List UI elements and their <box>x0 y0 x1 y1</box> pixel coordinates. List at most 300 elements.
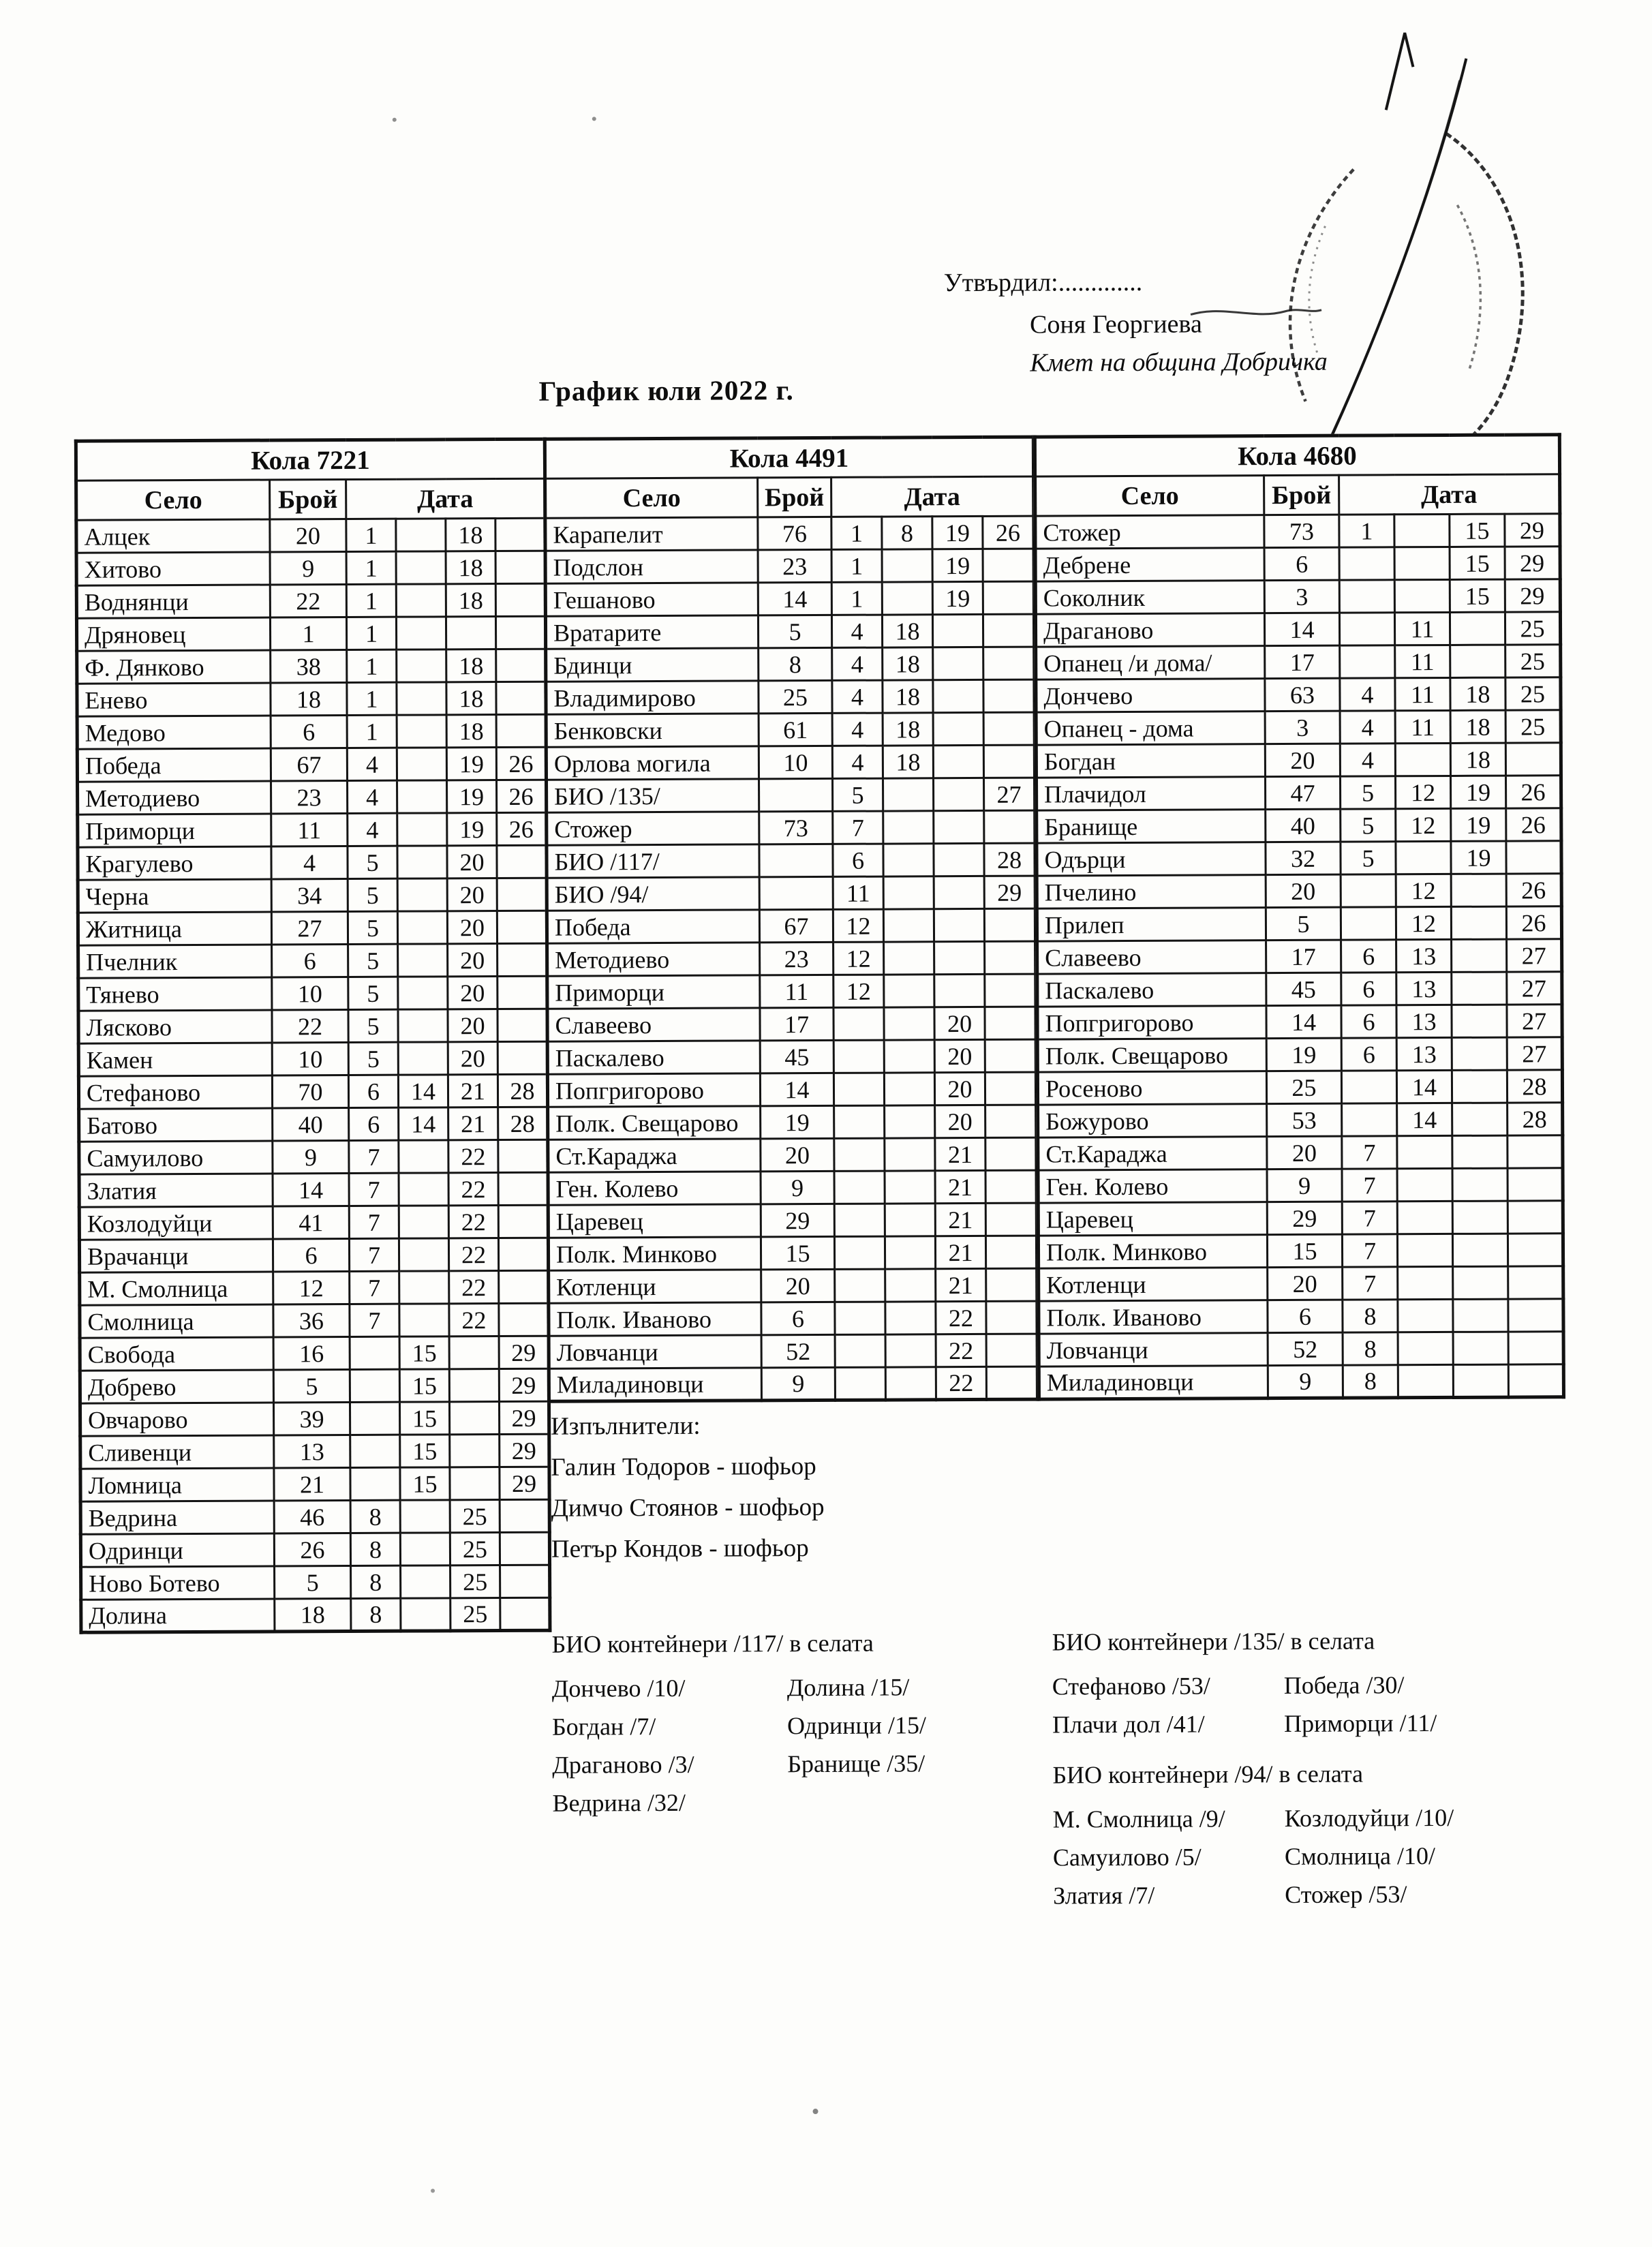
date-cell: 5 <box>348 1042 398 1075</box>
count-cell: 25 <box>1266 1071 1341 1103</box>
village-cell: Козлодуйци <box>79 1206 273 1240</box>
date-cell <box>1452 1070 1507 1103</box>
date-cell <box>398 944 448 977</box>
village-cell: Соколник <box>1035 581 1264 614</box>
date-cell: 6 <box>349 1107 399 1140</box>
date-cell: 22 <box>448 1206 498 1238</box>
date-cell <box>498 1238 548 1270</box>
village-cell: Вратарите <box>545 615 758 649</box>
executor-item: Петър Кондов - шофьор <box>551 1534 809 1563</box>
table-title: Кола 4491 <box>545 437 1033 478</box>
village-cell: Приморци <box>78 814 271 847</box>
table-row <box>547 1007 1036 1041</box>
date-cell <box>397 878 447 911</box>
date-cell <box>1398 1266 1453 1299</box>
bio-column <box>1052 1666 1284 1743</box>
table-row <box>1037 1037 1562 1072</box>
date-cell: 15 <box>399 1336 449 1369</box>
village-cell: Свобода <box>80 1337 273 1371</box>
scan-speck <box>592 117 596 121</box>
date-cell <box>1342 1103 1397 1136</box>
village-cell: Паскалево <box>547 1041 760 1074</box>
count-cell: 11 <box>760 975 833 1007</box>
date-cell: 7 <box>350 1304 399 1336</box>
date-cell <box>401 1598 450 1631</box>
village-cell: Дряновец <box>76 617 270 651</box>
date-cell: 4 <box>1340 678 1395 711</box>
date-cell <box>1508 1201 1563 1234</box>
date-cell: 21 <box>935 1137 985 1170</box>
date-cell <box>450 1467 500 1500</box>
date-cell <box>1398 1299 1453 1332</box>
table-row <box>78 845 547 880</box>
village-cell: Приморци <box>547 975 760 1009</box>
date-cell: 22 <box>448 1173 498 1206</box>
date-cell: 25 <box>450 1500 500 1533</box>
count-cell: 27 <box>271 912 348 945</box>
date-cell <box>1340 645 1395 678</box>
date-cell <box>1508 1135 1563 1168</box>
date-cell: 18 <box>1450 743 1505 776</box>
date-cell <box>834 1105 885 1138</box>
date-cell <box>883 876 934 909</box>
table-row <box>1037 972 1562 1007</box>
date-cell <box>884 942 934 975</box>
village-cell: Дебрене <box>1035 548 1264 581</box>
bio-item: Драганово /3/ <box>552 1750 694 1779</box>
date-cell: 19 <box>1450 776 1505 808</box>
village-cell: Подслон <box>545 550 758 583</box>
count-cell: 6 <box>761 1302 835 1334</box>
count-cell: 45 <box>760 1040 833 1073</box>
date-cell: 25 <box>1505 710 1561 743</box>
date-cell: 1 <box>346 584 396 617</box>
schedule-table-4680 <box>1033 433 1565 1401</box>
village-cell: Пчелник <box>78 945 272 978</box>
table-row <box>547 908 1035 943</box>
date-cell <box>399 1206 448 1238</box>
date-cell <box>499 1270 549 1303</box>
date-cell <box>884 1073 934 1105</box>
village-cell: Ведрина <box>80 1501 274 1534</box>
date-cell <box>1341 1071 1396 1103</box>
table-row <box>1037 906 1561 941</box>
date-cell <box>1394 547 1450 579</box>
date-cell <box>1452 1135 1508 1168</box>
village-header: Село <box>1035 476 1264 516</box>
date-cell: 4 <box>832 746 883 778</box>
date-cell <box>397 911 447 944</box>
table-row <box>1037 1005 1562 1039</box>
table-row <box>1038 1135 1563 1170</box>
date-cell: 15 <box>400 1467 450 1500</box>
count-cell: 20 <box>1268 1267 1343 1300</box>
village-cell: Стефаново <box>78 1075 272 1109</box>
date-cell <box>884 1007 934 1040</box>
date-cell <box>500 1598 550 1630</box>
date-cell: 21 <box>448 1107 498 1140</box>
date-cell: 28 <box>1508 1103 1563 1135</box>
village-cell: Полк. Свещарово <box>548 1106 761 1140</box>
village-cell: Славеево <box>1037 941 1266 974</box>
table-row <box>78 1009 547 1043</box>
count-cell: 17 <box>760 1007 833 1040</box>
date-cell <box>933 647 983 679</box>
date-cell: 12 <box>1396 906 1451 939</box>
date-cell: 7 <box>349 1173 399 1206</box>
date-cell: 8 <box>351 1598 401 1631</box>
table-row <box>549 1334 1037 1369</box>
village-cell: Хитово <box>76 552 270 585</box>
count-cell: 41 <box>273 1206 349 1239</box>
bio-item: Богдан /7/ <box>551 1713 656 1741</box>
stamp-right-arc-icon <box>1446 133 1523 445</box>
date-cell <box>1453 1266 1508 1299</box>
date-cell: 25 <box>450 1533 500 1565</box>
count-cell: 20 <box>761 1138 834 1171</box>
table-row <box>78 1041 547 1076</box>
date-cell: 28 <box>1507 1070 1562 1103</box>
bio-item: Победа /30/ <box>1283 1671 1405 1700</box>
table-row <box>78 1074 547 1109</box>
village-cell: Долина <box>81 1599 275 1632</box>
date-cell: 11 <box>1395 677 1450 710</box>
date-cell <box>885 1171 935 1204</box>
table-row <box>80 1401 549 1436</box>
date-cell <box>983 614 1034 647</box>
table-row <box>1035 612 1560 647</box>
date-cell <box>885 1204 935 1236</box>
date-cell: 7 <box>1342 1202 1397 1234</box>
table-row <box>547 974 1036 1009</box>
count-cell: 36 <box>273 1304 350 1337</box>
date-cell: 27 <box>984 778 1035 810</box>
date-cell <box>396 551 446 584</box>
date-header: Дата <box>346 478 545 519</box>
village-cell: Енево <box>77 683 271 716</box>
date-cell: 1 <box>831 582 882 615</box>
table-row <box>77 747 546 782</box>
date-cell: 29 <box>500 1434 549 1467</box>
date-cell <box>1396 841 1451 874</box>
count-cell: 10 <box>272 1043 348 1075</box>
date-cell: 4 <box>832 647 883 680</box>
count-cell: 19 <box>761 1105 834 1138</box>
village-cell: Прилеп <box>1037 908 1266 941</box>
count-cell: 34 <box>271 879 348 912</box>
date-cell <box>985 1203 1037 1236</box>
count-cell: 3 <box>1264 580 1339 613</box>
table-row <box>548 1105 1037 1140</box>
date-cell: 11 <box>1394 612 1450 645</box>
table-row <box>546 745 1035 780</box>
date-cell <box>498 1140 548 1172</box>
date-cell <box>833 1073 884 1105</box>
date-cell <box>834 1171 885 1204</box>
date-cell <box>985 1137 1037 1170</box>
count-cell: 76 <box>758 517 831 549</box>
stamp-right-inner-arc-icon <box>1457 205 1480 371</box>
count-cell <box>759 876 833 909</box>
table-title: Кола 7221 <box>76 439 545 480</box>
date-cell <box>496 714 546 747</box>
date-cell: 7 <box>349 1140 399 1173</box>
date-cell: 6 <box>1341 973 1396 1005</box>
village-cell: Бдинци <box>546 648 759 682</box>
bio-item: Самуилово /5/ <box>1052 1843 1202 1871</box>
table-row <box>548 1170 1037 1205</box>
date-cell: 6 <box>833 844 883 876</box>
count-cell: 18 <box>275 1598 351 1631</box>
date-cell: 25 <box>450 1598 500 1631</box>
count-cell: 9 <box>1268 1365 1343 1398</box>
table-row <box>546 712 1035 747</box>
date-cell <box>934 908 984 941</box>
village-cell: Ф. Дянково <box>77 650 271 684</box>
date-cell: 1 <box>1339 515 1394 547</box>
date-cell <box>885 1302 936 1334</box>
date-cell <box>397 649 446 682</box>
document-title: График юли 2022 г. <box>538 374 794 407</box>
count-cell: 23 <box>271 781 348 814</box>
date-cell <box>835 1269 885 1302</box>
date-cell: 18 <box>1450 710 1505 743</box>
date-cell <box>986 1334 1037 1366</box>
table-row <box>1038 1201 1563 1236</box>
date-cell <box>882 549 932 582</box>
village-cell: Медово <box>77 716 271 749</box>
date-cell <box>401 1565 450 1598</box>
date-cell: 27 <box>1507 1005 1562 1037</box>
date-cell: 1 <box>831 517 882 549</box>
date-cell: 18 <box>883 746 933 778</box>
date-cell: 4 <box>832 713 883 746</box>
count-cell: 52 <box>761 1334 835 1367</box>
date-cell: 18 <box>446 682 496 715</box>
date-cell: 12 <box>1395 776 1450 808</box>
village-cell: Плачидол <box>1037 777 1266 810</box>
date-cell <box>934 876 984 908</box>
table-row <box>79 1205 548 1240</box>
village-cell: Методиево <box>78 781 271 814</box>
date-cell <box>1339 613 1394 645</box>
village-cell: Стожер <box>547 812 759 845</box>
schedule-table-4491 <box>543 435 1039 1403</box>
date-cell <box>1452 972 1507 1005</box>
approval-label: Утвърдил:............. <box>943 267 1143 298</box>
date-cell <box>500 1499 549 1532</box>
date-cell <box>983 581 1034 614</box>
count-cell: 17 <box>1265 645 1340 678</box>
date-cell: 1 <box>347 649 397 682</box>
date-cell: 6 <box>1341 1005 1396 1038</box>
village-cell: Миладиновци <box>549 1368 761 1401</box>
count-cell: 21 <box>274 1467 350 1500</box>
date-cell <box>986 1301 1037 1334</box>
count-cell: 20 <box>1267 1136 1342 1169</box>
date-cell: 7 <box>1343 1267 1398 1300</box>
table-row <box>545 581 1034 616</box>
executors-title: Изпълнители: <box>551 1411 701 1441</box>
count-cell: 29 <box>1267 1202 1342 1234</box>
bio-item: Златия /7/ <box>1053 1881 1155 1910</box>
date-cell <box>498 976 547 1009</box>
table-row <box>78 780 547 814</box>
date-cell: 12 <box>833 975 884 1007</box>
date-cell <box>934 778 984 810</box>
date-cell: 22 <box>936 1366 986 1399</box>
date-cell <box>932 614 983 647</box>
bio-item: Стефаново /53/ <box>1052 1672 1210 1700</box>
date-cell: 8 <box>351 1565 401 1598</box>
date-cell <box>1453 1299 1508 1332</box>
village-cell: Славеево <box>547 1008 760 1041</box>
date-cell: 4 <box>831 615 882 647</box>
date-cell: 19 <box>932 516 983 549</box>
village-cell: Дончево <box>1036 679 1265 712</box>
date-cell <box>883 909 934 942</box>
date-cell <box>984 908 1035 941</box>
count-cell: 25 <box>759 680 832 713</box>
village-cell: Камен <box>78 1043 272 1076</box>
date-cell: 15 <box>1450 514 1505 547</box>
date-cell <box>398 1042 448 1075</box>
executor-item: Димчо Стоянов - шофьор <box>551 1493 825 1523</box>
date-cell: 11 <box>833 876 883 909</box>
date-cell <box>985 941 1036 974</box>
table-title: Кола 4680 <box>1035 435 1559 476</box>
village-cell: Батово <box>79 1108 273 1142</box>
date-cell <box>399 1304 449 1336</box>
table-row <box>1038 1234 1563 1268</box>
village-cell: Златия <box>79 1174 273 1207</box>
date-cell: 1 <box>347 715 397 748</box>
date-cell: 15 <box>399 1402 449 1435</box>
count-cell: 4 <box>271 846 348 879</box>
date-cell <box>499 1303 549 1336</box>
date-cell: 20 <box>934 1072 985 1105</box>
table-row <box>1035 579 1560 614</box>
date-cell: 13 <box>1396 972 1452 1005</box>
date-cell <box>1452 1168 1508 1201</box>
date-cell <box>986 1366 1037 1399</box>
date-cell <box>883 778 934 811</box>
village-cell: Воднянци <box>76 585 270 618</box>
table-row <box>545 516 1034 551</box>
village-cell: Опанец /и дома/ <box>1036 646 1265 679</box>
count-cell <box>759 778 833 811</box>
date-cell: 1 <box>346 617 396 649</box>
table-row <box>80 1270 549 1305</box>
date-cell: 7 <box>1342 1234 1397 1267</box>
date-cell <box>1450 612 1505 645</box>
count-cell: 9 <box>1267 1169 1342 1202</box>
table-row <box>79 1107 548 1142</box>
date-cell: 15 <box>1450 547 1505 579</box>
date-cell <box>498 943 547 976</box>
bio-section-title: БИО контейнери /94/ в селата <box>1052 1760 1364 1789</box>
date-cell: 5 <box>833 778 883 811</box>
date-cell <box>1397 1135 1452 1168</box>
date-cell <box>885 1269 936 1302</box>
table-row <box>1036 743 1561 778</box>
table-row <box>546 647 1035 682</box>
village-cell: Бранище <box>1037 810 1266 843</box>
date-cell <box>985 1170 1037 1203</box>
village-cell: Гешаново <box>545 583 758 616</box>
date-cell: 14 <box>1397 1103 1452 1135</box>
date-cell: 11 <box>1395 645 1450 677</box>
date-cell <box>983 745 1035 778</box>
village-header: Село <box>76 480 270 520</box>
date-cell: 25 <box>1505 645 1561 677</box>
village-cell: Самуилово <box>79 1141 273 1174</box>
village-cell: Пчелино <box>1037 875 1266 908</box>
date-cell: 13 <box>1396 1005 1452 1037</box>
date-cell <box>350 1336 399 1369</box>
date-cell: 7 <box>833 811 883 844</box>
date-cell <box>885 1105 935 1138</box>
date-cell: 7 <box>350 1271 399 1304</box>
date-cell <box>883 811 934 844</box>
table-row <box>80 1467 549 1501</box>
date-cell: 7 <box>349 1206 399 1238</box>
date-cell <box>934 974 985 1007</box>
table-row <box>1038 1168 1563 1203</box>
village-cell: Полк. Иваново <box>549 1302 761 1336</box>
table-row <box>80 1434 549 1469</box>
count-cell: 61 <box>759 713 832 746</box>
date-cell <box>1505 743 1561 776</box>
date-cell: 11 <box>1395 710 1450 743</box>
date-cell <box>498 1172 548 1205</box>
count-cell: 73 <box>1264 515 1339 547</box>
bio-section-title: БИО контейнери /117/ в селата <box>551 1629 874 1658</box>
count-cell: 14 <box>758 582 831 615</box>
date-cell: 29 <box>499 1401 549 1434</box>
date-cell: 4 <box>347 748 397 780</box>
date-cell <box>397 846 447 878</box>
table-row <box>1037 841 1561 876</box>
date-cell <box>1452 939 1507 972</box>
date-cell <box>399 1140 448 1173</box>
date-cell: 19 <box>447 813 497 846</box>
date-cell <box>985 1236 1037 1268</box>
count-cell: 13 <box>274 1435 350 1467</box>
date-cell <box>833 1040 884 1073</box>
date-cell: 22 <box>936 1301 986 1334</box>
village-cell: Алцек <box>76 519 270 553</box>
count-cell: 5 <box>273 1370 350 1403</box>
date-cell <box>885 1138 935 1171</box>
count-cell: 40 <box>1266 809 1341 842</box>
date-cell <box>398 1009 448 1042</box>
date-cell: 13 <box>1396 1037 1452 1070</box>
date-cell <box>933 745 983 778</box>
table-row <box>79 1140 548 1174</box>
village-cell: Методиево <box>547 943 760 976</box>
bio-item: Одринци /15/ <box>786 1711 927 1740</box>
table-row <box>80 1303 549 1338</box>
date-cell: 18 <box>446 649 496 682</box>
date-cell <box>397 748 446 780</box>
count-cell: 6 <box>273 1239 349 1272</box>
date-cell: 5 <box>348 846 397 878</box>
village-cell: Котленци <box>549 1270 761 1303</box>
date-cell: 20 <box>447 878 497 911</box>
table-row <box>78 911 547 945</box>
table-row <box>79 1172 548 1207</box>
